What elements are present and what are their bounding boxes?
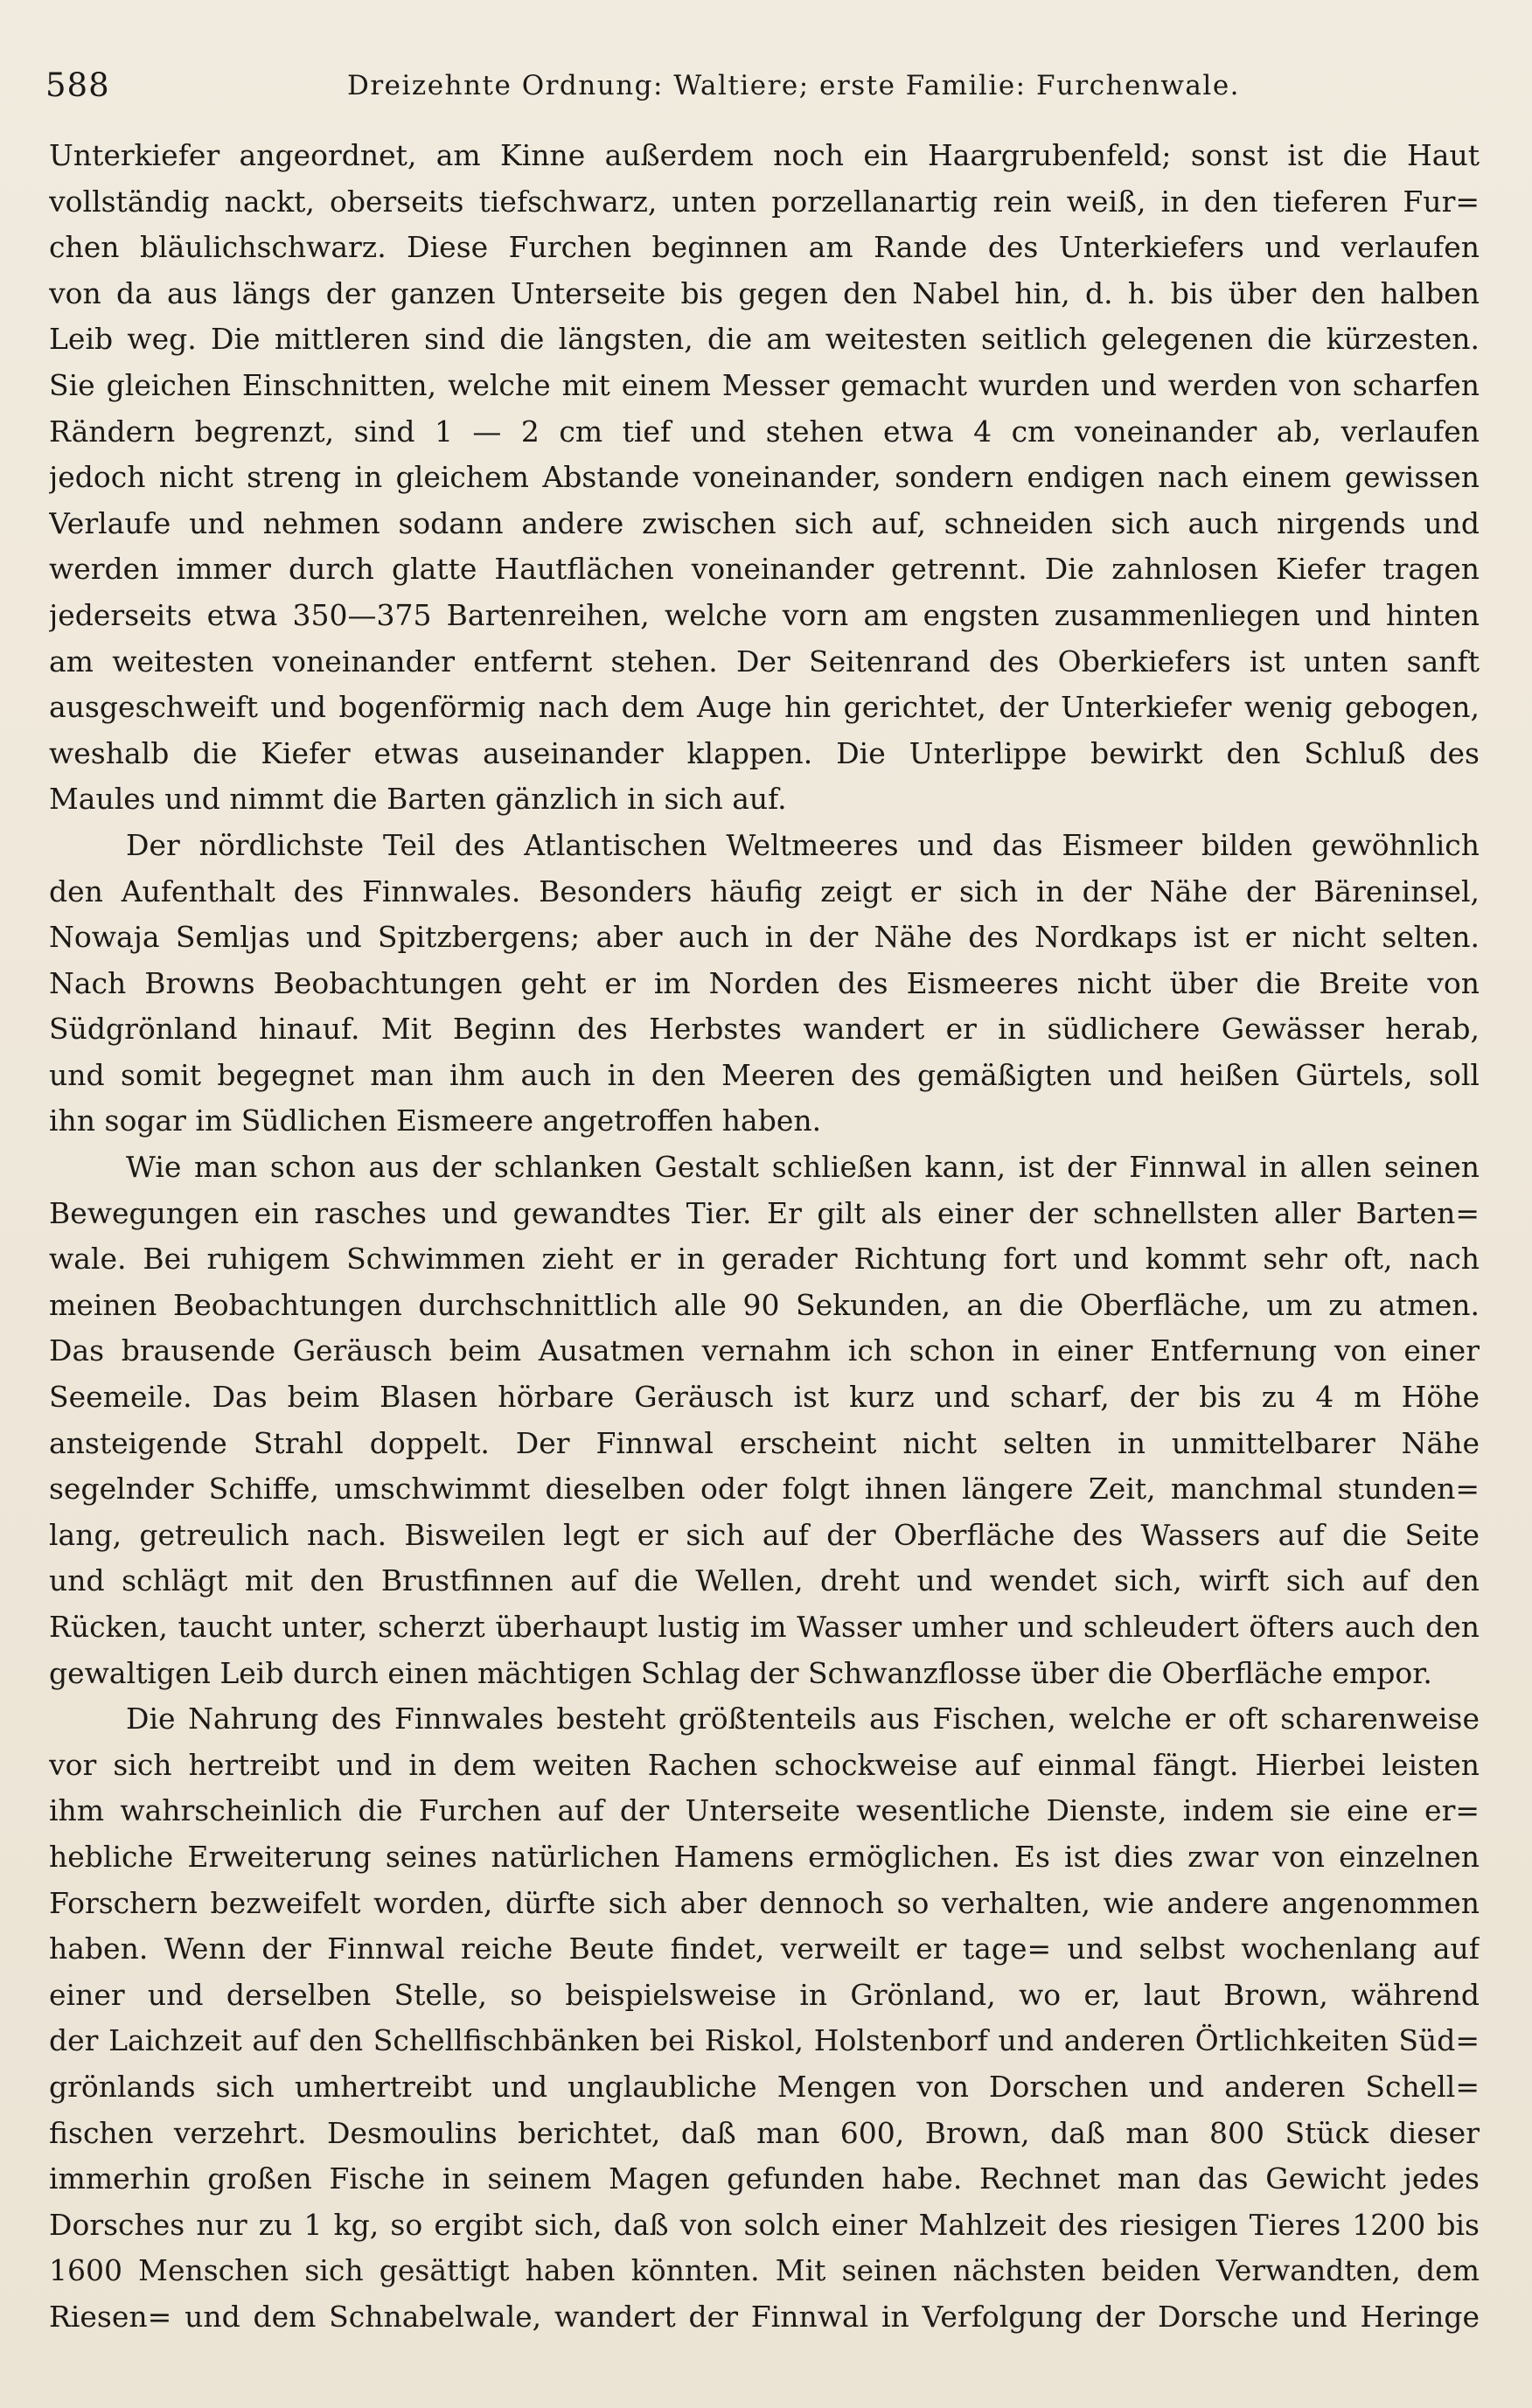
text-line: werden immer durch glatte Hautflächen voneinander getrennt. Die zahnlosen Kiefer tragen [49, 552, 1480, 587]
text-line: weshalb die Kiefer etwas auseinander klappen. Die Unterlippe bewirkt den Schluß des [49, 735, 1480, 770]
text-line: ausgeschweift und bogenförmig nach dem Auge hin gerichtet, der Unterkiefer wenig gebogen, [49, 690, 1480, 725]
text-line: Die Nahrung des Finnwales besteht größtenteils aus Fischen, welche er oft scharenweise [126, 1702, 1480, 1736]
text-line: segelnder Schiffe, umschwimmt dieselben oder folgt ihnen längere Zeit, manchmal stunden= [49, 1472, 1480, 1507]
text-line: Nach Browns Beobachtungen geht er im Norden des Eismeeres nicht über die Breite von [49, 965, 1480, 1000]
text-line: chen bläulichschwarz. Diese Furchen beginnen am Rande des Unterkiefers und verlaufen [49, 230, 1480, 265]
text-line: Der nördlichste Teil des Atlantischen Weltmeeres und das Eismeer bilden gewöhnlich [126, 827, 1480, 862]
text-line: Dorsches nur zu 1 kg, so ergibt sich, daß von solch einer Mahlzeit des riesigen Tieres 1200 bis [49, 2207, 1480, 2242]
paragraph [49, 823, 1480, 1145]
text-line: haben. Wenn der Finnwal reiche Beute findet, verweilt er tage= und selbst wochenlang auf [49, 1931, 1480, 1966]
page-header [45, 59, 1480, 112]
text-line: und somit begegnet man ihm auch in den Meeren des gemäßigten und heißen Gürtels, soll [49, 1057, 1480, 1092]
text-line: Südgrönland hinauf. Mit Beginn des Herbstes wandert er in südlichere Gewässer herab, [49, 1012, 1480, 1047]
text-line: fischen verzehrt. Desmoulins berichtet, daß man 600, Brown, daß man 800 Stück dieser [49, 2115, 1480, 2150]
text-line: Leib weg. Die mittleren sind die längsten, die am weitesten seitlich gelegenen die kürzesten. [49, 322, 1480, 357]
text-line: Wie man schon aus der schlanken Gestalt schließen kann, ist der Finnwal in allen seinen [126, 1150, 1480, 1185]
text-line: Nowaja Semljas und Spitzbergens; aber auch in der Nähe des Nordkaps ist er nicht selten. [49, 920, 1480, 955]
text-line: gewaltigen Leib durch einen mächtigen Schlag der Schwanzflosse über die Oberfläche empor. [49, 1655, 1432, 1690]
text-line: vor sich hertreibt und in dem weiten Rachen schockweise auf einmal fängt. Hierbei leisten [49, 1747, 1480, 1782]
text-line: ansteigende Strahl doppelt. Der Finnwal erscheint nicht selten in unmittelbarer Nähe [49, 1425, 1480, 1460]
paragraph [49, 1145, 1480, 1696]
text-line: Sie gleichen Einschnitten, welche mit einem Messer gemacht wurden und werden von scharfen [49, 367, 1480, 402]
page-number: 588 [45, 66, 110, 104]
text-line: 1600 Menschen sich gesättigt haben könnten. Mit seinen nächsten beiden Verwandten, dem [49, 2253, 1480, 2288]
text-line: den Aufenthalt des Finnwales. Besonders häufig zeigt er sich in der Nähe der Bäreninsel, [49, 873, 1480, 908]
text-line: vollständig nackt, oberseits tiefschwarz, unten porzellanartig rein weiß, in den tieferen Fur= [49, 184, 1480, 219]
text-line: wale. Bei ruhigem Schwimmen zieht er in gerader Richtung fort und kommt sehr oft, nach [49, 1242, 1480, 1277]
text-line: meinen Beobachtungen durchschnittlich alle 90 Sekunden, an die Oberfläche, um zu atmen. [49, 1287, 1480, 1322]
text-line: einer und derselben Stelle, so beispielsweise in Grönland, wo er, laut Brown, während [49, 1977, 1480, 2012]
text-line: Unterkiefer angeordnet, am Kinne außerdem noch ein Haargrubenfeld; sonst ist die Haut [49, 138, 1480, 172]
text-line: und schlägt mit den Brustfinnen auf die Wellen, dreht und wendet sich, wirft sich auf den [49, 1563, 1480, 1598]
text-line: lang, getreulich nach. Bisweilen legt er sich auf der Oberfläche des Wassers auf die Seite [49, 1517, 1480, 1552]
paragraph [49, 1696, 1480, 2340]
text-line: hebliche Erweiterung seines natürlichen Hamens ermöglichen. Es ist dies zwar von einzelnen [49, 1839, 1480, 1874]
text-line: Maules und nimmt die Barten gänzlich in sich auf. [49, 782, 787, 817]
text-line: Rändern begrenzt, sind 1 — 2 cm tief und stehen etwa 4 cm voneinander ab, verlaufen [49, 414, 1480, 449]
text-line: Bewegungen ein rasches und gewandtes Tier. Er gilt als einer der schnellsten aller Barten= [49, 1195, 1480, 1230]
text-line: Riesen= und dem Schnabelwale, wandert der Finnwal in Verfolgung der Dorsche und Heringe [49, 2299, 1480, 2334]
text-line: Rücken, taucht unter, scherzt überhaupt lustig im Wasser umher und schleudert öfters auch den [49, 1610, 1480, 1644]
text-line: Verlaufe und nehmen sodann andere zwischen sich auf, schneiden sich auch nirgends und [49, 505, 1480, 540]
text-line: jedoch nicht streng in gleichem Abstande voneinander, sondern endigen nach einem gewissen [49, 460, 1480, 495]
text-line: am weitesten voneinander entfernt stehen. Der Seitenrand des Oberkiefers ist unten sanft [49, 644, 1480, 679]
text-line: ihn sogar im Südlichen Eismeere angetroffen haben. [49, 1103, 822, 1138]
text-line: Seemeile. Das beim Blasen hörbare Geräusch ist kurz und scharf, der bis zu 4 m Höhe [49, 1380, 1480, 1415]
text-line: von da aus längs der ganzen Unterseite bis gegen den Nabel hin, d. h. bis über den halben [49, 275, 1480, 310]
text-line: Forschern bezweifelt worden, dürfte sich aber dennoch so verhalten, wie andere angenommen [49, 1885, 1480, 1920]
text-line: immerhin großen Fische in seinem Magen gefunden habe. Rechnet man das Gewicht jedes [49, 2161, 1480, 2196]
body-text [49, 133, 1480, 2341]
text-line: Das brausende Geräusch beim Ausatmen vernahm ich schon in einer Entfernung von einer [49, 1333, 1480, 1368]
text-line: der Laichzeit auf den Schellfischbänken bei Riskol, Holstenborf und anderen Örtlichkeiten Süd= [49, 2023, 1480, 2058]
text-line: jederseits etwa 350—375 Bartenreihen, welche vorn am engsten zusammenliegen und hinten [49, 597, 1480, 632]
running-head: Dreizehnte Ordnung: Waltiere; erste Familie: Furchenwale. [347, 70, 1241, 101]
text-line: grönlands sich umhertreibt und unglaubliche Mengen von Dorschen und anderen Schell= [49, 2069, 1480, 2104]
text-line: ihm wahrscheinlich die Furchen auf der Unterseite wesentliche Dienste, indem sie eine er= [49, 1793, 1480, 1828]
paragraph [49, 133, 1480, 823]
